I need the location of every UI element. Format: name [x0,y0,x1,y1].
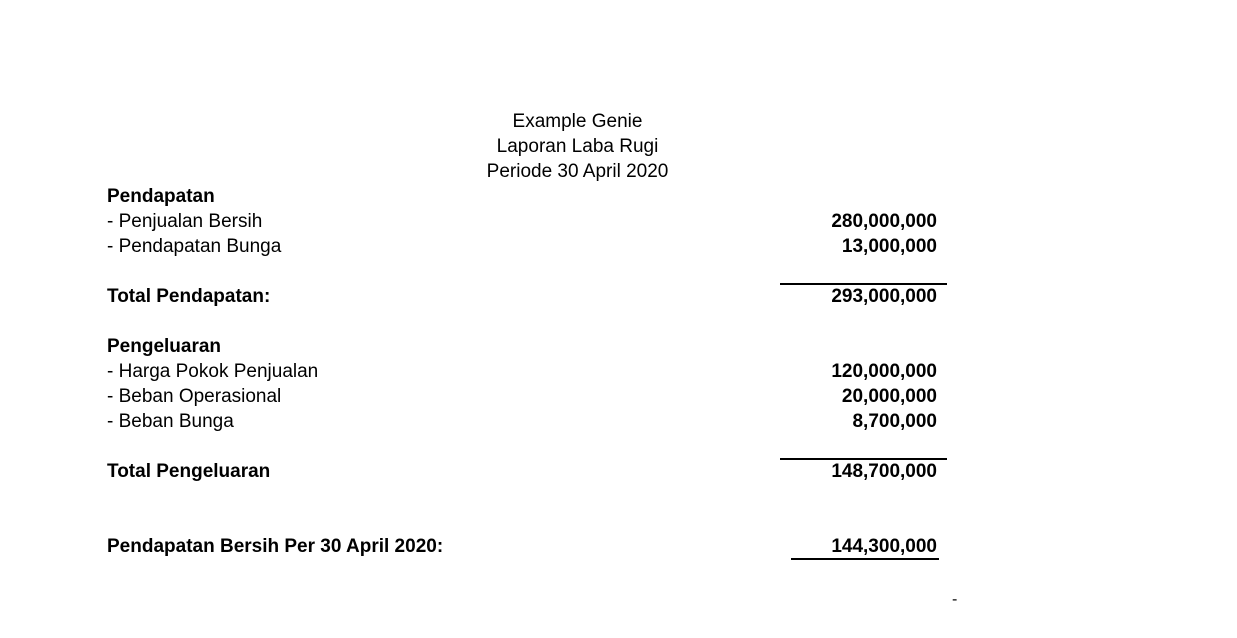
net-income-amount: 144,300,000 [831,536,937,557]
expense-item-label: - Harga Pokok Penjualan [107,361,319,382]
expenses-heading: Pengeluaran [107,336,222,357]
net-income-rule [791,558,939,560]
report-title: Laporan Laba Rugi [496,136,659,157]
net-income-label: Pendapatan Bersih Per 30 April 2020: [107,536,444,557]
company-name: Example Genie [512,111,643,132]
expense-item-amount: 120,000,000 [831,361,937,382]
income-item-label: - Pendapatan Bunga [107,236,282,257]
footer-dash-mark: - [952,591,958,608]
income-total-amount: 293,000,000 [831,286,937,307]
expense-item-amount: 8,700,000 [852,411,937,432]
income-heading: Pendapatan [107,186,215,207]
expense-item-label: - Beban Operasional [107,386,282,407]
income-item-amount: 280,000,000 [831,211,937,232]
report-period: Periode 30 April 2020 [486,161,669,182]
expenses-total-label: Total Pengeluaran [107,461,271,482]
income-total-label: Total Pendapatan: [107,286,271,307]
expenses-total-amount: 148,700,000 [831,461,937,482]
income-item-label: - Penjualan Bersih [107,211,263,232]
expense-item-amount: 20,000,000 [841,386,937,407]
expense-item-label: - Beban Bunga [107,411,234,432]
income-item-amount: 13,000,000 [841,236,937,257]
